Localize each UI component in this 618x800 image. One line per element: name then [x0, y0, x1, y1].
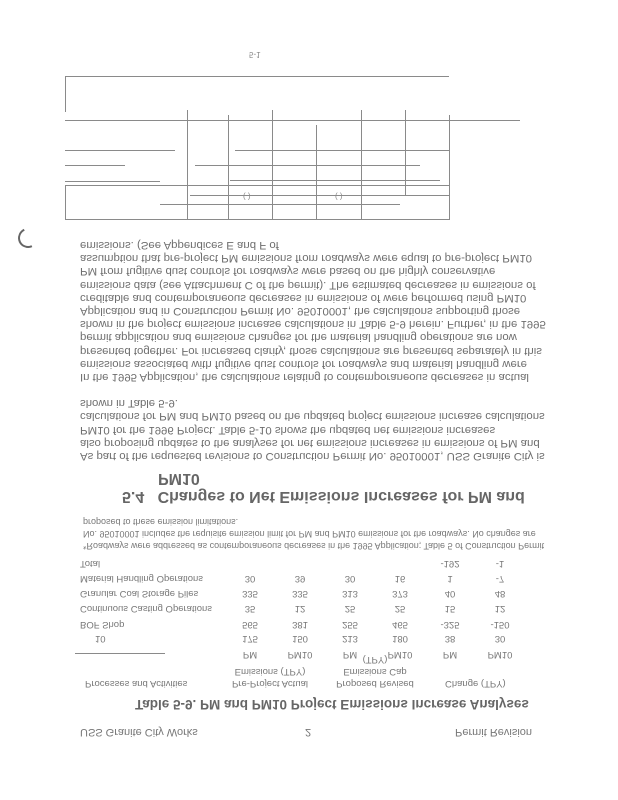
table-cell-fragment: ( ) — [243, 192, 251, 201]
col-processes: Processes and Activities — [85, 678, 188, 689]
table-row — [225, 603, 525, 614]
cell: 30 — [344, 573, 356, 584]
cell: 15 — [444, 603, 456, 614]
subhead: PM10 — [287, 649, 313, 660]
table-rule — [316, 125, 317, 220]
cell: 1 — [447, 573, 453, 584]
footer-right: Permit Revision — [455, 726, 533, 738]
cell: 38 — [444, 633, 456, 644]
footer-left: USS Granite City Works — [80, 726, 198, 738]
table-rule — [449, 115, 450, 220]
section-number: 5.4 — [122, 488, 145, 505]
cell: 180 — [392, 633, 408, 644]
cell: 373 — [392, 588, 408, 599]
section-heading — [122, 487, 525, 505]
table-rule — [65, 185, 66, 220]
table-row — [225, 619, 525, 630]
cell — [325, 558, 375, 569]
subhead: PM10 — [487, 649, 513, 660]
table-rule — [65, 76, 66, 112]
cell — [275, 558, 325, 569]
table-rule — [195, 165, 420, 166]
table-footnote: *Roadways were addressed as contemporaneous decreases in the 1995 Application; Table 5 of Construction Permit No. 95010001 includes the requisite emission limit for PM and PM10 emissions for the roadways. No changes are proposed to these emission limitations. — [83, 517, 545, 551]
cell: 12 — [494, 603, 506, 614]
cell: 25 — [344, 603, 356, 614]
col-proposed: Proposed Revised Emissions Cap (TPY) — [336, 654, 414, 689]
cell: 39 — [294, 573, 306, 584]
table-rule — [65, 76, 449, 77]
cell: 335 — [292, 588, 308, 599]
table-row — [225, 588, 525, 599]
row-label: BOF Shop — [80, 619, 125, 630]
table-row-total — [225, 558, 525, 569]
row-label: Continuous Casting Operations — [80, 603, 213, 614]
paragraph: As part of the requested revisions to Construction Permit No. 95010001, USS Granite City is also proposing updates to the analyses for net emissions increases in emissions of PM and PM10 for the 1996 Project. Table 5-10 shows the updated net emissions increases calculations for PM and PM10 based on the updated project emissions increase calculations shown in Table 5-9. — [80, 397, 545, 462]
cell: -192 — [440, 558, 460, 569]
row-label-sub: 10 — [95, 633, 106, 644]
table-row — [225, 633, 525, 644]
cell — [225, 558, 275, 569]
section-body — [80, 225, 550, 462]
table-cell-fragment: ( ) — [335, 192, 343, 201]
table-rule — [65, 185, 450, 186]
col-change: Change (TPY) — [445, 678, 506, 689]
table-rule — [65, 181, 160, 182]
table-rule — [160, 120, 520, 121]
table-rule — [160, 204, 400, 205]
cell: 335 — [242, 588, 258, 599]
cell: 35 — [244, 603, 256, 614]
table-rule — [405, 110, 406, 195]
table-rule — [230, 180, 440, 181]
subhead: PM — [342, 649, 358, 660]
row-label: Granular Coal Storage Piles — [80, 588, 199, 599]
cell: -150 — [490, 619, 510, 630]
paragraph: In the 1995 Application, the calculations relating to contemporaneous decreases in actual emissions associated with fugitive dust controls for roadways and material handling were presented together. For increased clarity, those calculations are presented separately in this permit application and emissions changes for the material handling operations are now shown in the project emissions increase calculations in Table 5-9 herein. Further, in the 1995 Application and in Construction Permit No. 95010001, the calculations supporting those creditable and contemporaneous decreases in emissions of were performed using PM10 emissions data (see Attachment C of the permit). The estimated decreases in emissions of PM from fugitive dust controls for roadways were based on the highly conservative assumption that pre-project PM emissions from roadways were equal to pre-project PM10 emissions. (See Appendices E and F of — [80, 238, 546, 383]
cell: 565 — [242, 619, 258, 630]
cell: 313 — [342, 588, 358, 599]
col-pre-project: Pre-Project Actual Emissions (TPY) — [231, 666, 309, 689]
subhead: PM — [242, 649, 258, 660]
table-rule — [65, 150, 175, 151]
cell: -1 — [495, 558, 505, 569]
table-row — [225, 573, 525, 584]
cell — [375, 558, 425, 569]
cell: 30 — [494, 633, 506, 644]
subhead: PM — [442, 649, 458, 660]
cell: 16 — [394, 573, 406, 584]
cell: 150 — [292, 633, 308, 644]
row-label-total: Total — [80, 558, 101, 569]
cell: 48 — [494, 588, 506, 599]
cell: 25 — [394, 603, 406, 614]
table-rule — [65, 219, 450, 220]
table-caption-fragment: 5-1 — [249, 50, 261, 59]
subhead: PM10 — [387, 649, 413, 660]
table-rule — [235, 150, 450, 151]
cell: 12 — [294, 603, 306, 614]
cell: 213 — [342, 633, 358, 644]
cell: 465 — [392, 619, 408, 630]
cell: 30 — [244, 573, 256, 584]
cell: 381 — [292, 619, 308, 630]
page-number: 2 — [305, 726, 312, 738]
cell: 40 — [444, 588, 456, 599]
table-5-9-title: Table 5-9. PM and PM10 Project Emissions Increase Analyses — [135, 697, 529, 712]
table-rule — [190, 195, 450, 196]
table-rule — [75, 653, 165, 654]
section-title: Changes to Net Emissions Increases for PM and — [157, 488, 525, 505]
cell: -325 — [440, 619, 460, 630]
subhead-row — [225, 649, 525, 660]
cell: -7 — [495, 573, 505, 584]
cell: 175 — [242, 633, 258, 644]
table-rule — [65, 165, 125, 166]
cell: 255 — [342, 619, 358, 630]
row-label: Material Handling Operations — [80, 573, 204, 584]
section-title-line2: PM10 — [158, 470, 200, 487]
